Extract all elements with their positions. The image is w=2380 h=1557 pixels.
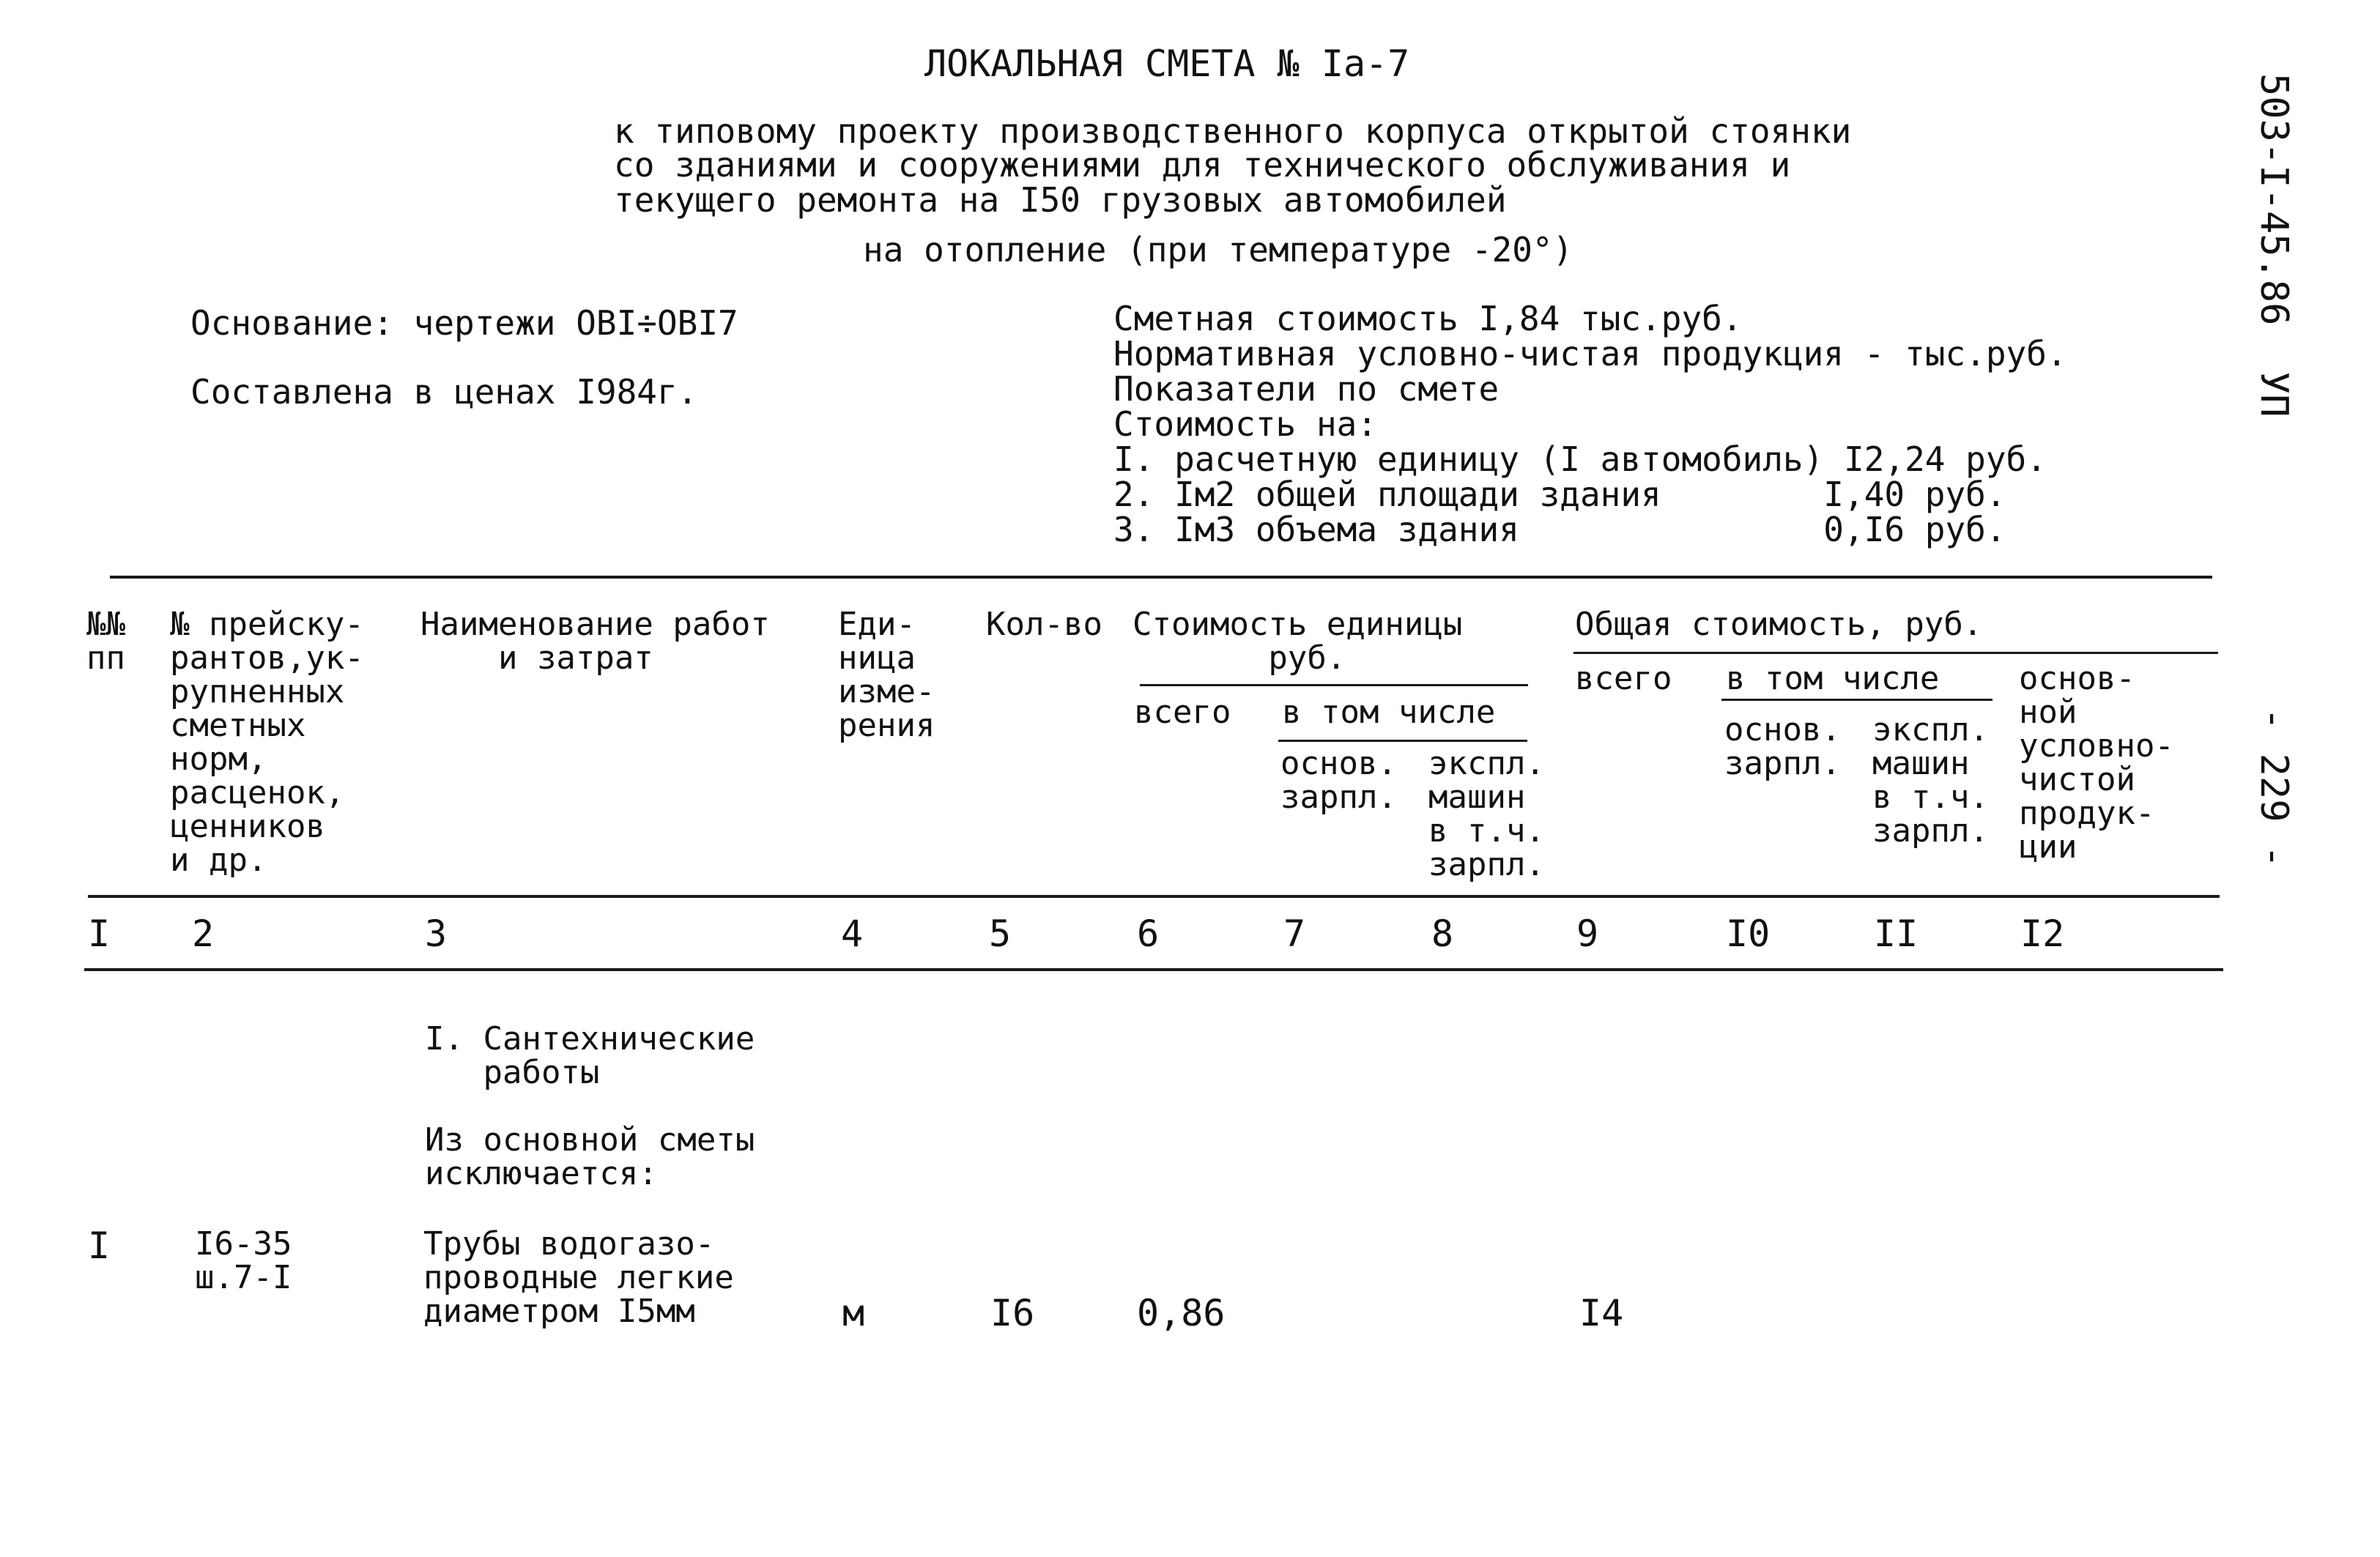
excluded-note: Из основной сметы исключается: — [425, 1121, 755, 1192]
subtitle-line-1: к типовому проекту производственного корпуса открытой стоянки — [614, 111, 1852, 151]
document-title: ЛОКАЛЬНАЯ СМЕТА № Iа-7 — [924, 42, 1410, 85]
subtitle-line-2: со зданиями и сооружениями для технического обслуживания и — [614, 145, 1791, 185]
total-cost-group-rule — [1573, 652, 2218, 654]
total-cost-subgroup-rule — [1721, 699, 1992, 701]
col-header-total-machines: экспл. машин в т.ч. зарпл. — [1872, 711, 1989, 850]
col-header-name: Наименование работ и затрат — [420, 606, 770, 677]
side-page-number: - 229 - — [2252, 707, 2296, 869]
prices-line: Составлена в ценах I984г. — [190, 372, 698, 412]
estimate-cost-line: Сметная стоимость I,84 тыс.руб. — [1113, 299, 1743, 338]
col-header-num: №№ пп — [86, 606, 125, 677]
basis-line: Основание: чертежи ОВI÷ОВI7 — [190, 303, 738, 343]
table-top-rule — [110, 576, 2212, 579]
col-header-unit: Еди- ница изме- рения — [838, 606, 935, 744]
subtitle-line-3: текущего ремонта на I50 грузовых автомобилей — [614, 180, 1507, 220]
col-number-9: 9 — [1576, 913, 1599, 955]
side-document-code: 503-I-45.86 УП — [2252, 73, 2296, 417]
indicators-line: Показатели по смете — [1113, 369, 1499, 409]
row-1-unit: м — [842, 1292, 865, 1334]
header-bottom-rule — [88, 895, 2220, 898]
column-numbers-rule — [84, 968, 2223, 971]
col-number-4: 4 — [841, 913, 864, 955]
section-title: I. Сантехнические работы — [425, 1020, 755, 1091]
col-header-total-cost-group: Общая стоимость, руб. — [1575, 606, 1983, 643]
row-1-num: I — [88, 1225, 111, 1267]
col-header-total-cost-total: всего — [1575, 660, 1672, 697]
col-header-net-product: основ- ной условно- чистой продук- ции — [2019, 660, 2174, 866]
col-number-3: 3 — [425, 913, 448, 955]
col-number-11: II — [1874, 913, 1919, 955]
col-number-10: I0 — [1726, 913, 1771, 955]
row-1-code: I6-35 ш.7-I — [195, 1225, 292, 1296]
cost-item-2: 2. Iм2 общей площади здания I,40 руб. — [1113, 475, 2006, 514]
row-1-unit-cost: 0,86 — [1137, 1292, 1226, 1334]
row-1-qty: I6 — [990, 1292, 1035, 1334]
col-header-total-cost-including: в том числе — [1726, 660, 1940, 697]
row-1-name: Трубы водогазо- проводные легкие диаметром I5мм — [423, 1225, 734, 1330]
cost-per-line: Стоимость на: — [1113, 404, 1378, 444]
col-header-qty: Кол-во — [986, 606, 1102, 643]
col-number-6: 6 — [1137, 913, 1160, 955]
col-number-1: I — [88, 913, 111, 955]
col-header-total-base-salary: основ. зарпл. — [1724, 711, 1841, 782]
col-number-2: 2 — [192, 913, 215, 955]
normative-product-line: Нормативная условно-чистая продукция - тыс.руб. — [1113, 334, 2067, 374]
unit-cost-subgroup-rule — [1278, 740, 1527, 742]
cost-item-3: 3. Iм3 объема здания 0,I6 руб. — [1113, 510, 2006, 549]
col-header-unit-base-salary: основ. зарпл. — [1280, 745, 1397, 816]
col-number-8: 8 — [1431, 913, 1454, 955]
col-number-7: 7 — [1283, 913, 1306, 955]
col-header-pricelist: № прейску- рантов,ук- рупненных сметных норм, расценок, ценников и др. — [170, 606, 364, 879]
row-1-total-cost: I4 — [1579, 1292, 1624, 1334]
unit-cost-group-rule — [1140, 684, 1528, 686]
col-header-unit-machines: экспл. машин в т.ч. зарпл. — [1428, 745, 1545, 883]
col-number-5: 5 — [989, 913, 1012, 955]
col-header-unit-cost-group: Стоимость единицы руб. — [1132, 606, 1463, 677]
col-header-unit-cost-including: в том числе — [1282, 694, 1496, 731]
purpose-line: на отопление (при температуре -20°) — [863, 230, 1573, 270]
col-number-12: I2 — [2020, 913, 2065, 955]
col-header-unit-cost-total: всего — [1134, 694, 1231, 731]
cost-item-1: I. расчетную единицу (I автомобиль) I2,24 руб. — [1113, 439, 2047, 479]
